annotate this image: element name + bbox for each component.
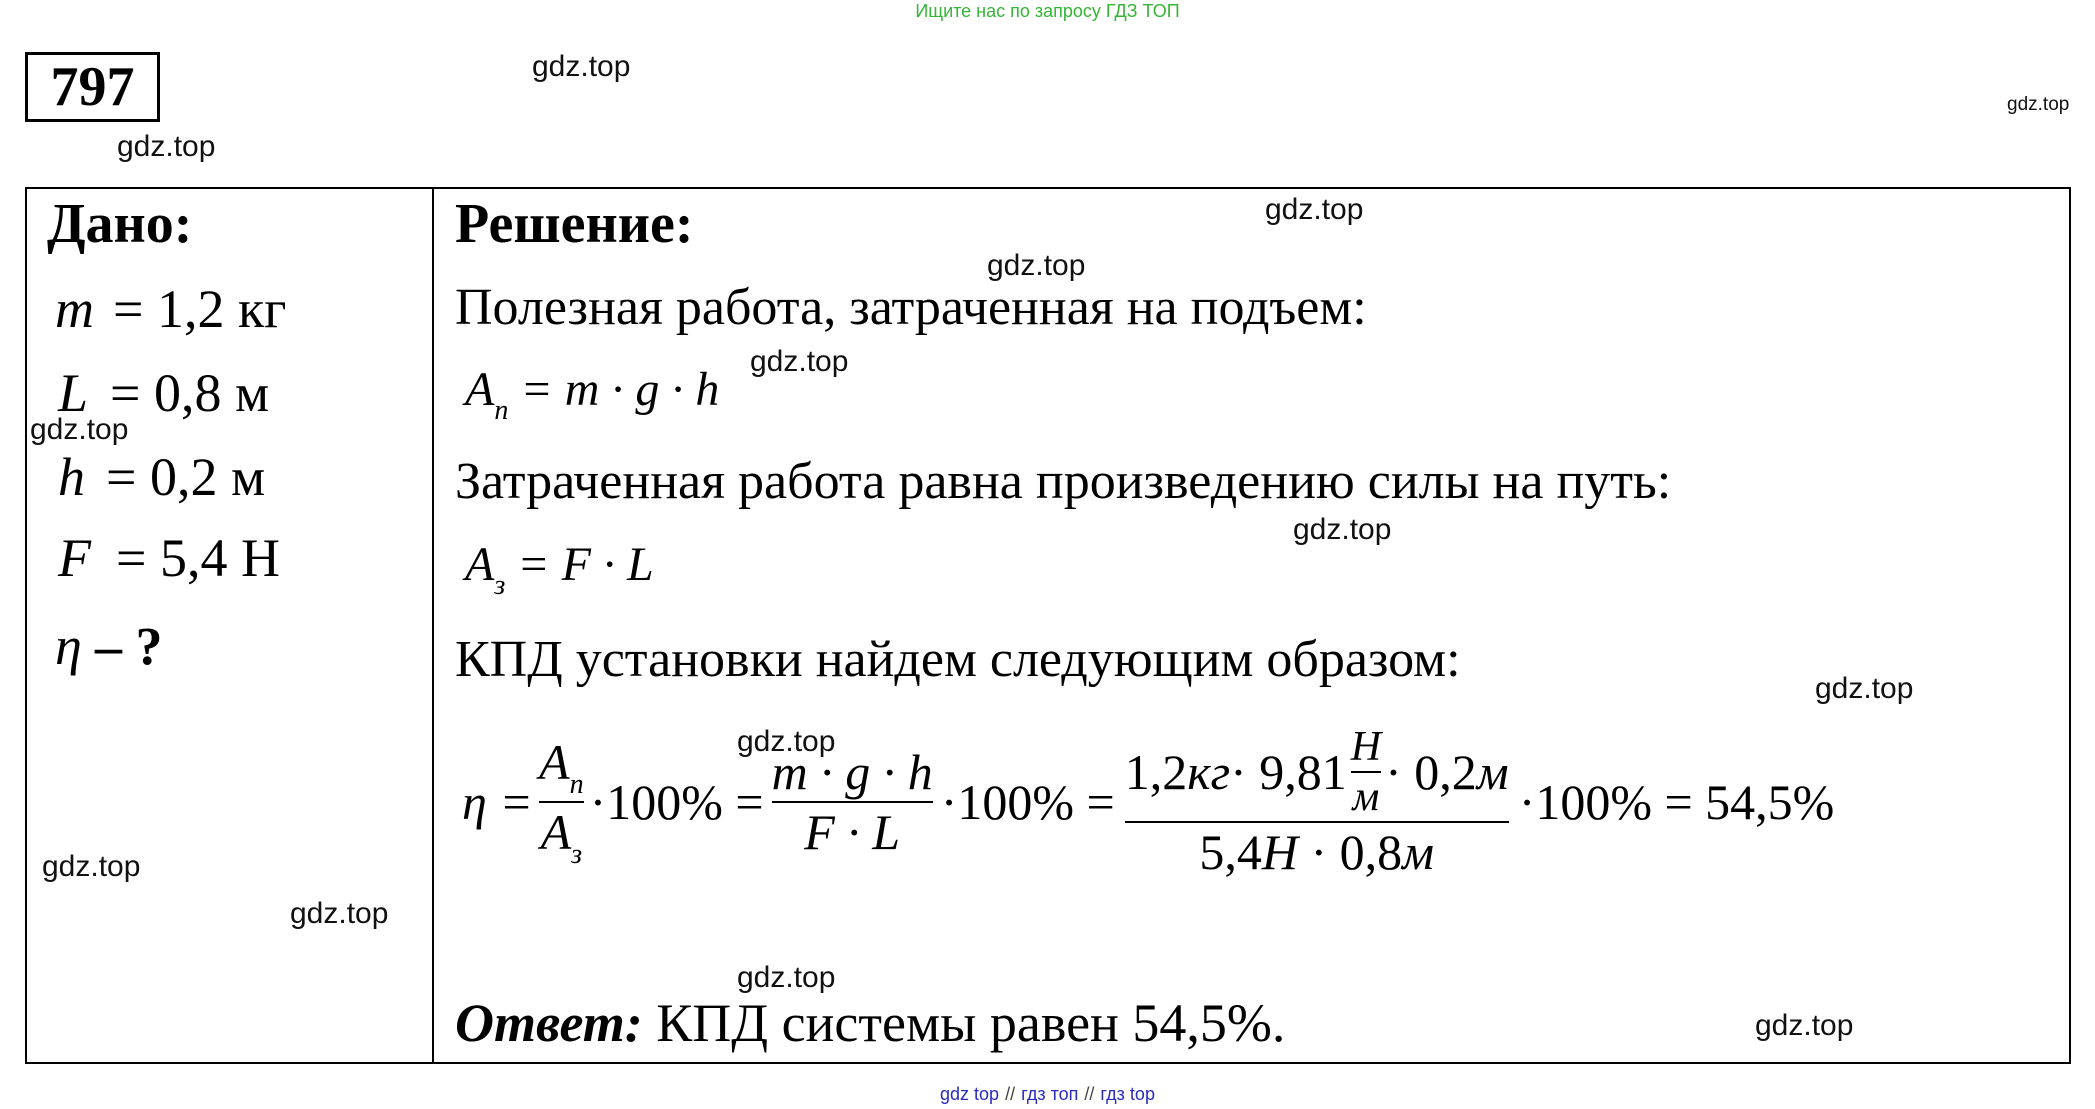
times-100-percent: ·100% = bbox=[940, 774, 1115, 830]
formula-subscript: п bbox=[494, 395, 509, 426]
fraction-numerator: 1,2 кг · 9,81 $\frac{Н}{м}$ · 0,2 м bbox=[1124, 724, 1509, 820]
watermark: gdz.top bbox=[42, 850, 141, 883]
given-value: = 0,2 м bbox=[106, 447, 266, 507]
result: ·100% = 54,5% bbox=[1518, 774, 1835, 830]
watermark: gdz.top bbox=[117, 130, 216, 163]
watermark: gdz.top bbox=[1815, 672, 1914, 705]
fraction-numerator: $A_п$ bbox=[539, 734, 584, 800]
fraction-work-ratio bbox=[539, 733, 584, 871]
given-mass bbox=[55, 278, 286, 340]
watermark: gdz.top bbox=[987, 249, 1086, 282]
footer-separator: // bbox=[1005, 1084, 1016, 1104]
spent-work-formula bbox=[465, 537, 654, 602]
given-unknown bbox=[55, 615, 163, 677]
fraction-denominator: $A_з$ bbox=[540, 804, 583, 870]
footer-separator: // bbox=[1084, 1084, 1095, 1104]
given-value: = 5,4 Н bbox=[116, 528, 280, 588]
column-divider bbox=[432, 187, 434, 1064]
given-symbol: η bbox=[55, 616, 82, 676]
footer-link[interactable]: гдз топ bbox=[1021, 1084, 1079, 1104]
watermark: gdz.top bbox=[1293, 513, 1392, 546]
given-symbol: m bbox=[55, 279, 94, 339]
watermark: gdz.top bbox=[737, 961, 836, 994]
spent-work-text: Затраченная работа равна произведению силы на путь: bbox=[455, 453, 1672, 510]
formula-subscript: з bbox=[494, 570, 506, 601]
answer-label: Ответ: bbox=[455, 993, 643, 1053]
formula-rhs: = F · L bbox=[517, 538, 654, 591]
answer-text: КПД системы равен 54,5%. bbox=[642, 993, 1286, 1053]
given-force bbox=[58, 527, 280, 589]
useful-work-formula bbox=[465, 362, 719, 427]
search-hint-link[interactable]: Ищите нас по запросу ГДЗ ТОП bbox=[915, 1, 1180, 21]
footer-links bbox=[0, 1084, 2095, 1105]
useful-work-text: Полезная работа, затраченная на подъем: bbox=[455, 279, 1367, 336]
footer-link[interactable]: gdz top bbox=[940, 1084, 1000, 1104]
watermark: gdz.top bbox=[2007, 94, 2070, 115]
fraction-numerator: m · g · h bbox=[771, 744, 933, 800]
watermark: gdz.top bbox=[737, 725, 836, 758]
watermark: gdz.top bbox=[532, 50, 631, 83]
fraction-denominator: 5,4Н · 0,8м bbox=[1199, 824, 1435, 880]
formula-rhs: = m · g · h bbox=[520, 363, 720, 416]
watermark: gdz.top bbox=[1265, 193, 1364, 226]
fraction-denominator: F · L bbox=[804, 804, 901, 860]
efficiency-formula bbox=[462, 712, 1834, 892]
problem-number: 797 bbox=[25, 52, 160, 122]
formula-lhs: A bbox=[465, 538, 495, 591]
watermark: gdz.top bbox=[30, 413, 129, 446]
given-symbol: h bbox=[58, 447, 85, 507]
fraction-numeric bbox=[1125, 723, 1509, 881]
given-length bbox=[58, 362, 269, 424]
given-value: = 0,8 м bbox=[110, 363, 270, 423]
eta-symbol: η = bbox=[462, 774, 534, 830]
given-title: Дано: bbox=[47, 193, 193, 255]
times-100-percent: ·100% = bbox=[589, 774, 764, 830]
fraction-symbolic bbox=[772, 743, 933, 861]
given-value: = 1,2 кг bbox=[113, 279, 287, 339]
given-symbol: L bbox=[58, 363, 89, 423]
footer-link[interactable]: гдз top bbox=[1100, 1084, 1155, 1104]
unit-fraction: $\frac{Н}{м}$ bbox=[1350, 724, 1382, 820]
given-value: – ? bbox=[95, 616, 163, 676]
watermark: gdz.top bbox=[1755, 1009, 1854, 1042]
watermark: gdz.top bbox=[750, 345, 849, 378]
given-height bbox=[58, 446, 265, 508]
answer-line bbox=[455, 992, 1285, 1054]
formula-lhs: A bbox=[465, 363, 495, 416]
efficiency-text: КПД установки найдем следующим образом: bbox=[455, 631, 1461, 688]
given-symbol: F bbox=[58, 528, 91, 588]
watermark: gdz.top bbox=[290, 897, 389, 930]
solution-title: Решение: bbox=[455, 193, 694, 255]
